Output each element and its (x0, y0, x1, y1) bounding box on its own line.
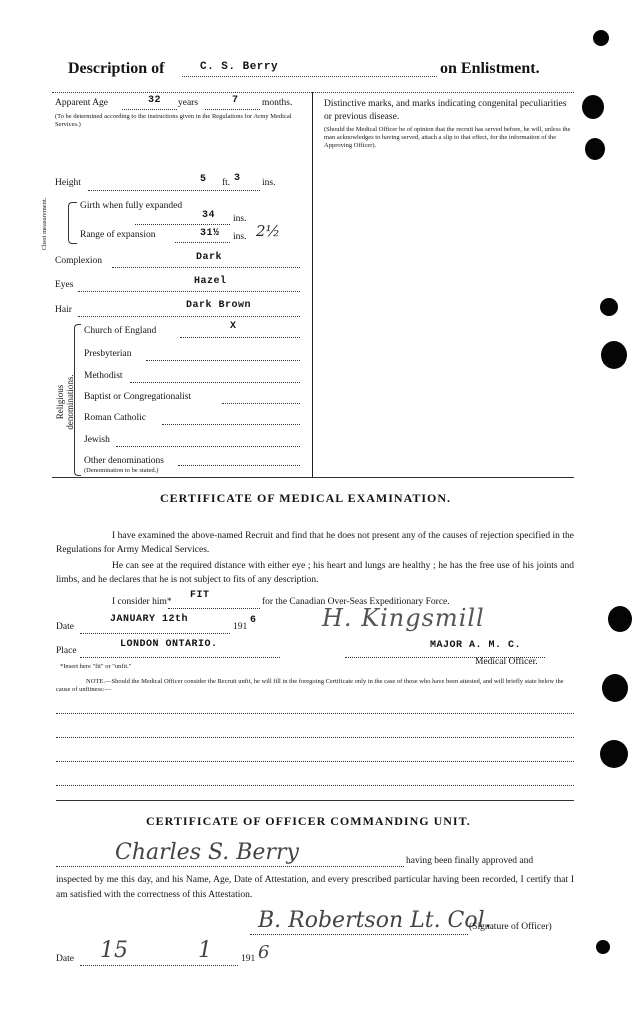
header-prefix: Description of (68, 60, 165, 77)
officer-year-prefix: 191 (241, 954, 256, 964)
place-line (80, 657, 280, 658)
months-label: months. (262, 98, 293, 108)
medical-date-line (80, 633, 230, 634)
religion-line (146, 360, 300, 361)
officer-title: CERTIFICATE OF OFFICER COMMANDING UNIT. (146, 814, 471, 828)
hair-label: Hair (55, 305, 72, 315)
religion-label: Jewish (84, 435, 110, 445)
height-line (88, 190, 260, 191)
age-years-line (122, 109, 177, 110)
insert-note: *Insert here "fit" or "unfit." (60, 663, 132, 670)
punch-hole (608, 606, 632, 632)
officer-date-month: 1 (198, 938, 212, 963)
girth-label: Girth when fully expanded (80, 201, 183, 211)
eyes-line (78, 291, 300, 292)
place-label: Place (56, 646, 77, 656)
punch-hole (593, 30, 609, 46)
age-months: 7 (232, 95, 239, 106)
for-label: for the Canadian Over-Seas Expeditionary Force. (262, 597, 450, 607)
religion-label: Methodist (84, 371, 123, 381)
age-label: Apparent Age (55, 98, 109, 108)
officer-para: inspected by me this day, and his Name, Age, Date of Attestation, and every prescribed particular having been recorded, I certify that I am satisfied with the correctness of this Attestation. (56, 875, 574, 900)
age-years: 32 (148, 95, 162, 106)
girth-line (135, 224, 230, 225)
religion-label: Other denominations (84, 456, 164, 466)
punch-hole (600, 298, 618, 316)
punch-hole (585, 138, 605, 160)
medical-date-value: JANUARY 12th (110, 614, 189, 625)
box-bottom-rule (52, 477, 574, 478)
religion-side-label: Religious denominations. (55, 374, 75, 430)
expansion-line (175, 242, 230, 243)
religion-line (116, 446, 300, 447)
consider-line (168, 608, 260, 609)
medical-officer-signature: H. Kingsmill (322, 604, 485, 632)
religion-label: Church of England (84, 326, 157, 336)
age-months-line (205, 109, 260, 110)
unfitness-line (56, 761, 574, 762)
religion-line (222, 403, 300, 404)
punch-hole (596, 940, 610, 954)
denomination-note: (Denomination to be stated.) (84, 467, 159, 474)
section-rule (56, 800, 574, 801)
girth-value: 34 (202, 210, 216, 221)
recruit-signature-line (56, 866, 404, 867)
eyes-label: Eyes (55, 280, 74, 290)
height-ins: 3 (234, 173, 241, 184)
chest-bracket (68, 202, 77, 244)
punch-hole (601, 341, 627, 369)
rank-value: MAJOR A. M. C. (430, 640, 522, 651)
religion-line (180, 337, 300, 338)
religion-line (162, 424, 300, 425)
complexion-line (112, 267, 300, 268)
place-value: LONDON ONTARIO. (120, 639, 218, 650)
height-label: Height (55, 178, 81, 188)
expansion-value: 31½ (200, 228, 220, 239)
punch-hole (582, 95, 604, 119)
expansion-ins-label: ins. (233, 232, 247, 242)
header-suffix: on Enlistment. (440, 60, 540, 77)
years-label: years (178, 98, 199, 108)
height-ft: 5 (200, 174, 207, 185)
ft-label: ft. (222, 178, 231, 188)
medical-officer-label: Medical Officer. (475, 657, 538, 667)
punch-hole (600, 740, 628, 768)
hair-value: Dark Brown (186, 300, 252, 311)
girth-ins-label: ins. (233, 214, 247, 224)
signature-of-officer-label: (Signature of Officer) (469, 922, 552, 932)
name-line (182, 76, 437, 77)
medical-title: CERTIFICATE OF MEDICAL EXAMINATION. (160, 491, 452, 505)
chest-side-label: Chest measurement. (41, 197, 48, 251)
medical-para2: He can see at the required distance with either eye ; his heart and lungs are healthy ; he has the free use of his joints and limbs, and he declares that he is not subject to fits of any description. (56, 561, 574, 585)
box-top-rule (52, 92, 574, 93)
religion-bracket (74, 324, 81, 476)
expansion-handwritten: 2½ (256, 222, 281, 240)
medical-para1: I have examined the above-named Recruit and find that he does not present any of the causes of rejection specified in the Regulations for Army Medical Services. (56, 531, 574, 555)
hair-line (78, 316, 300, 317)
officer-date-label: Date (56, 954, 74, 964)
recruit-signature: Charles S. Berry (115, 840, 299, 865)
officer-signature-line (250, 934, 468, 935)
recruit-name: C. S. Berry (200, 61, 279, 73)
height-ins-label: ins. (262, 178, 276, 188)
unfitness-line (56, 737, 574, 738)
unfitness-line (56, 785, 574, 786)
officer-year-suffix: 6 (258, 942, 270, 963)
complexion-label: Complexion (55, 256, 102, 266)
medical-year-prefix: 191 (233, 622, 248, 632)
distinctive-note: (Should the Medical Officer be of opinion that the recruit has served before, he will, unless the man acknowledges to having served, attach a slip to that effect, for the information of the Approving Officer). (324, 126, 571, 149)
age-note: (To be determined according to the instructions given in the Regulations for Army Medical Services.) (55, 113, 292, 128)
religion-mark: X (230, 321, 237, 332)
punch-hole (602, 674, 628, 702)
eyes-value: Hazel (194, 276, 227, 287)
religion-label: Baptist or Congregationalist (84, 392, 192, 402)
column-divider (312, 92, 313, 477)
fitness-value: FIT (190, 590, 210, 601)
unfit-note: NOTE.—Should the Medical Officer consider the Recruit unfit, he will fill in the foregoing Certificate only in the case of those who have been attested, and will briefly state below the cause of unfitness:— (56, 678, 564, 693)
unfitness-line (56, 713, 574, 714)
religion-label: Presbyterian (84, 349, 132, 359)
complexion-value: Dark (196, 252, 223, 263)
consider-label: I consider him* (112, 597, 172, 607)
medical-date-label: Date (56, 622, 74, 632)
officer-date-day: 15 (100, 938, 128, 963)
religion-line (130, 382, 300, 383)
religion-line (178, 465, 300, 466)
officer-date-line (80, 965, 238, 966)
expansion-label: Range of expansion (80, 230, 156, 240)
distinctive-title: Distinctive marks, and marks indicating congenital peculiarities or previous disease. (324, 99, 567, 122)
officer-signature: B. Robertson Lt. Col. (258, 908, 492, 933)
religion-label: Roman Catholic (84, 413, 147, 423)
after-signature: having been finally approved and (406, 856, 534, 866)
medical-year-suffix: 6 (250, 615, 257, 626)
